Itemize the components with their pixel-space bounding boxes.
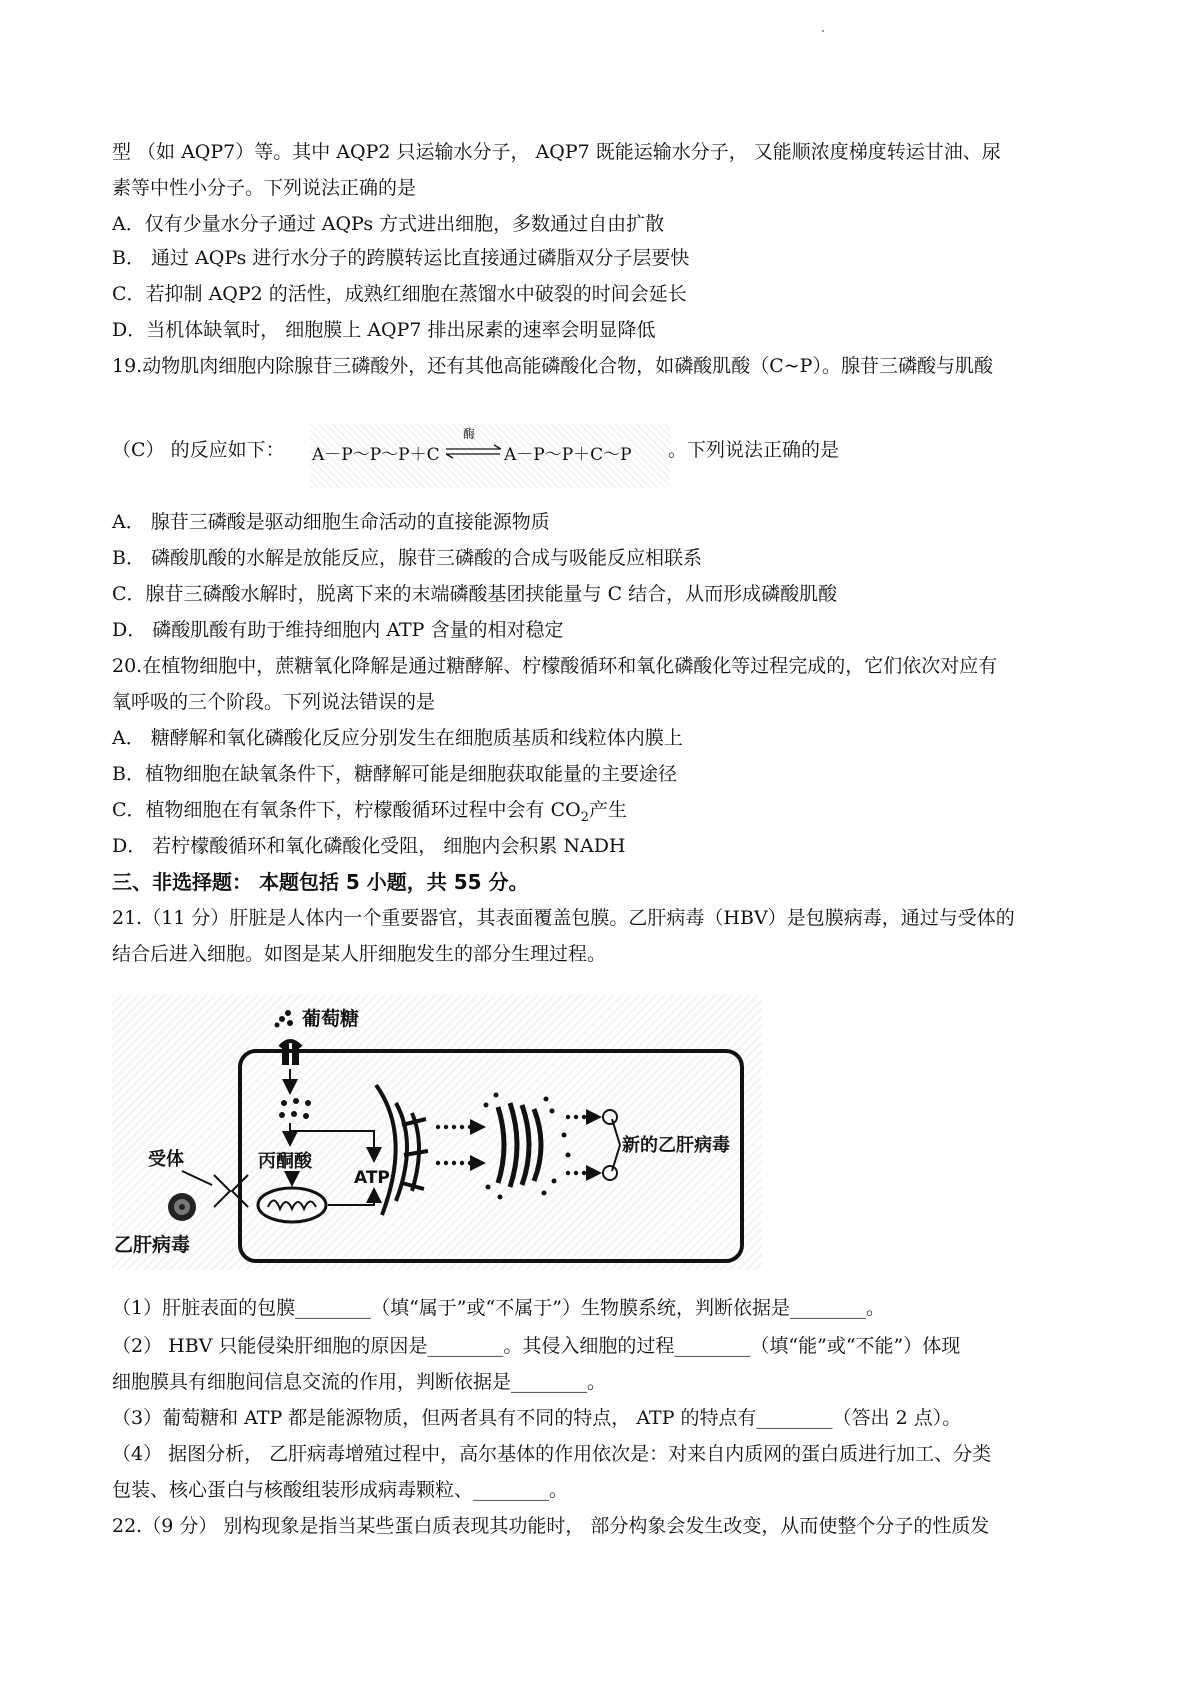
reaction-equation [310,424,670,488]
q18-stem-line-2: 素等中性小分子。下列说法正确的是 [112,177,417,199]
q18-option-b: B． 通过 AQPs 进行水分子的跨膜转运比直接通过磷脂双分子层要快 [112,247,690,269]
equation-enzyme: 酶 [463,427,476,441]
endoplasmic-reticulum-icon [376,1085,428,1215]
q21-sub-4-line-2: 包装、核心蛋白与核酸组装形成病毒颗粒、________。 [112,1479,569,1501]
q21-sub-4-line-1: （4） 据图分析， 乙肝病毒增殖过程中，高尔基体的作用依次是：对来自内质网的蛋白质进行加工、分类 [112,1443,992,1465]
q20-option-d: D． 若柠檬酸循环和氧化磷酸化受阻， 细胞内会积累 NADH [112,835,626,857]
q22-stem-line-1: 22.（9 分） 别构现象是指当某些蛋白质表现其功能时， 部分构象会发生改变，从而使整个分子的性质发 [112,1515,990,1537]
q19-stem-line-2a: （C） 的反应如下： [112,439,285,461]
liver-cell-figure [112,995,762,1270]
q18-stem-line-1: 型 （如 AQP7）等。其中 AQP2 只运输水分子， AQP7 既能运输水分子， 又能顺浓度梯度转运甘油、尿 [112,141,1001,163]
q20-stem-line-2: 氧呼吸的三个阶段。下列说法错误的是 [112,691,436,713]
q19-option-c: C．腺苷三磷酸水解时，脱离下来的末端磷酸基团挟能量与 C 结合，从而形成磷酸肌酸 [112,583,838,605]
q19-option-b: B． 磷酸肌酸的水解是放能反应，腺苷三磷酸的合成与吸能反应相联系 [112,547,703,569]
mitochondrion-icon [258,1188,326,1222]
equation-right: A－P～P＋C～P [504,445,632,465]
section-heading: 三、非选择题： 本题包括 5 小题，共 55 分。 [112,870,529,894]
q21-sub-2-line-1: （2） HBV 只能侵染肝细胞的原因是________。其侵入细胞的过程________（填“能”或“不能”）体现 [112,1335,961,1357]
q21-sub-2-line-2: 细胞膜具有细胞间信息交流的作用，判断依据是________。 [112,1371,607,1393]
equation-left: A－P～P～P＋C [312,445,440,465]
q21-stem-line-2: 结合后进入细胞。如图是某人肝细胞发生的部分生理过程。 [112,943,607,965]
q21-sub-3: （3）葡萄糖和 ATP 都是能源物质，但两者具有不同的特点， ATP 的特点有________（答出 2 点）。 [112,1407,962,1429]
hbv-label: 乙肝病毒 [114,1234,191,1256]
q20-option-a: A． 糖酵解和氧化磷酸化反应分别发生在细胞质基质和线粒体内膜上 [112,727,683,749]
q20-stem-line-1: 20.在植物细胞中，蔗糖氧化降解是通过糖酵解、柠檬酸循环和氧化磷酸化等过程完成的，它们依次对应有 [112,655,998,677]
scan-dot [822,30,824,32]
q20-option-c: C．植物细胞在有氧条件下，柠檬酸循环过程中会有 $CO_2$产生 [112,799,627,825]
glucose-label: 葡萄糖 [302,1008,360,1030]
q19-option-a: A． 腺苷三磷酸是驱动细胞生命活动的直接能源物质 [112,511,550,533]
golgi-apparatus-icon [498,1103,541,1187]
q20-option-b: B．植物细胞在缺氧条件下，糖酵解可能是细胞获取能量的主要途径 [112,763,677,785]
q18-option-a: A．仅有少量水分子通过 AQPs 方式进出细胞，多数通过自由扩散 [112,213,665,235]
q21-sub-1: （1）肝脏表面的包膜________（填“属于”或“不属于”）生物膜系统，判断依据是________。 [112,1297,885,1319]
hbv-virus-icon [168,1193,196,1221]
q19-option-d: D． 磷酸肌酸有助于维持细胞内 ATP 含量的相对稳定 [112,619,564,641]
q19-stem-line-1: 19.动物肌肉细胞内除腺苷三磷酸外，还有其他高能磷酸化合物，如磷酸肌酸（C~P）。腺苷三磷酸与肌酸 [112,355,993,377]
atp-label: ATP [354,1168,390,1188]
new-virus-icon [603,1110,617,1180]
q18-option-d: D．当机体缺氧时， 细胞膜上 AQP7 排出尿素的速率会明显降低 [112,319,656,341]
receptor-icon [214,1175,248,1207]
glucose-inside-dots-icon [279,1098,311,1119]
glucose-dots-icon [275,1010,294,1028]
q19-stem-line-2b: 。下列说法正确的是 [668,439,840,461]
q18-option-c: C．若抑制 AQP2 的活性，成熟红细胞在蒸馏水中破裂的时间会延长 [112,283,687,305]
new-virus-label: 新的乙肝病毒 [622,1135,730,1156]
pyruvate-label: 丙酮酸 [258,1151,312,1172]
receptor-label: 受体 [148,1149,184,1170]
q21-stem-line-1: 21.（11 分）肝脏是人体内一个重要器官，其表面覆盖包膜。乙肝病毒（HBV）是包膜病毒，通过与受体的 [112,907,1015,929]
